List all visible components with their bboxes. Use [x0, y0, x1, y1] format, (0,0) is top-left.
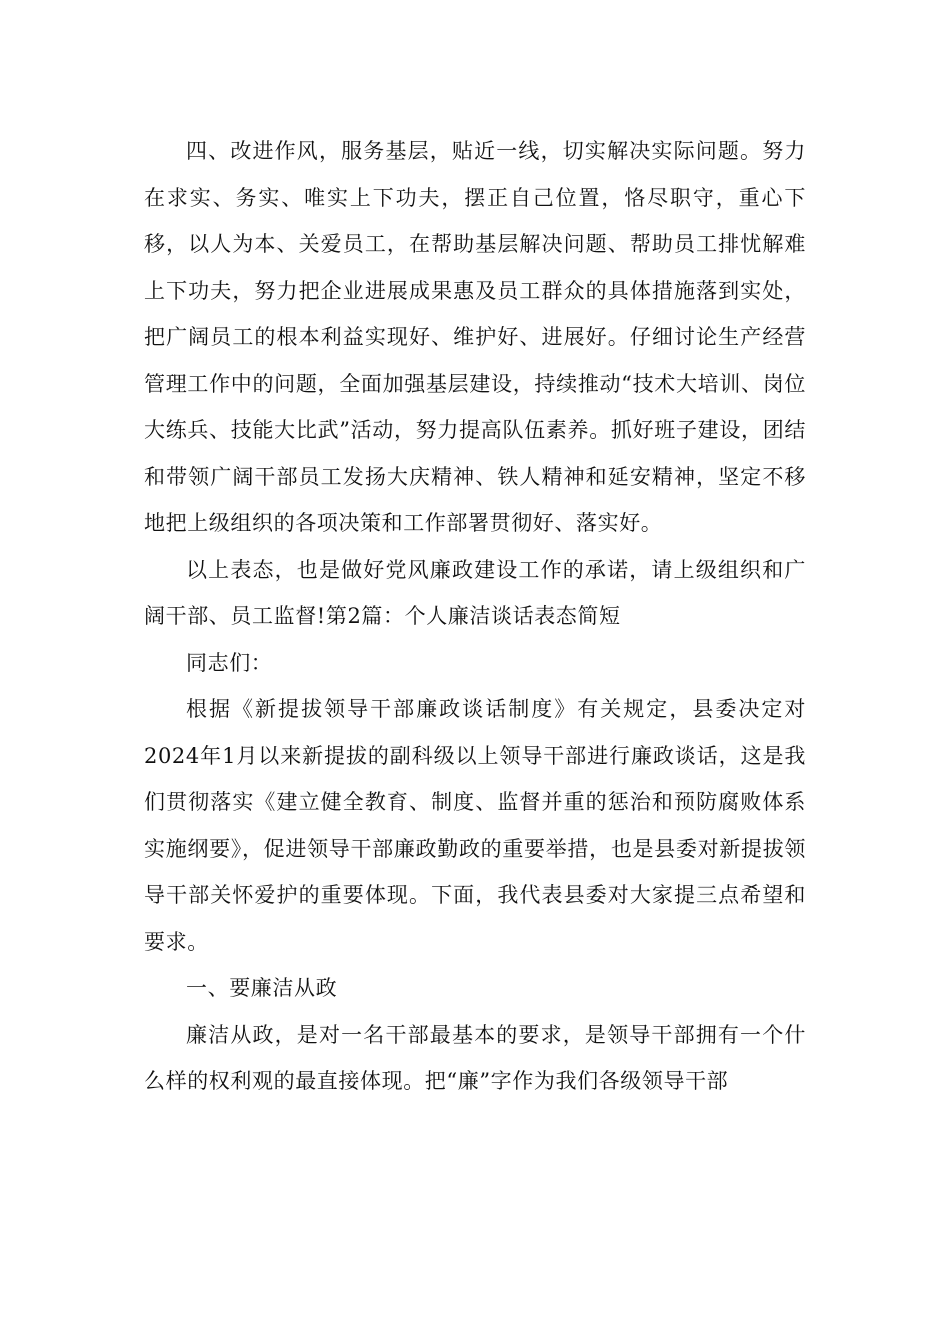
paragraph-integrity: 廉洁从政，是对一名干部最基本的要求，是领导干部拥有一个什么样的权利观的最直接体现。把“廉”字作为我们各级领导干部 — [144, 1022, 806, 1093]
document-body — [144, 128, 806, 1105]
section-heading-one: 一、要廉洁从政 — [186, 976, 338, 1000]
paragraph-salutation: 同志们： — [186, 650, 273, 675]
paragraph-section-four: 四、改进作风，服务基层，贴近一线，切实解决实际问题。努力在求实、务实、唯实上下功夫，摆正自己位置，恪尽职守，重心下移，以人为本、关爱员工，在帮助基层解决问题、帮助员工排忧解难上下功夫，努力把企业进展成果惠及员工群众的具体措施落到实处，把广阔员工的根本利益实现好、维护好、进展好。仔细讨论生产经营管理工作中的问题，全面加强基层建设，持续推动“技术大培训、岗位大练兵、技能大比武”活动，努力提高队伍素养。抓好班子建设，团结和带领广阔干部员工发扬大庆精神、铁人精神和延安精神，坚定不移地把上级组织的各项决策和工作部署贯彻好、落实好。 — [144, 139, 806, 535]
paragraph-pledge: 以上表态，也是做好党风廉政建设工作的承诺，请上级组织和广阔干部、员工监督!第2篇：个人廉洁谈话表态简短 — [144, 557, 806, 628]
paragraph-introduction: 根据《新提拔领导干部廉政谈话制度》有关规定，县委决定对2024年1月以来新提拔的副科级以上领导干部进行廉政谈话，这是我们贯彻落实《建立健全教育、制度、监督并重的惩治和预防腐败体系实施纲要》，促进领导干部廉政勤政的重要举措，也是县委对新提拔领导干部关怀爱护的重要体现。下面，我代表县委对大家提三点希望和要求。 — [144, 697, 806, 954]
